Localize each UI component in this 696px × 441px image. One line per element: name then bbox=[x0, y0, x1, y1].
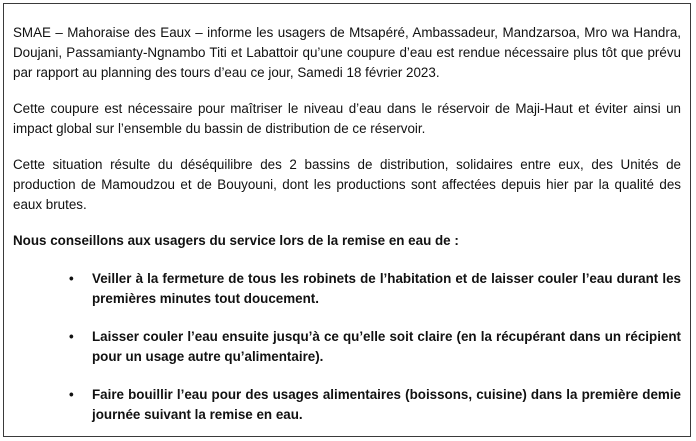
advice-item bbox=[13, 327, 681, 367]
advice-item-text: Veiller à la fermeture de tous les robinets de l’habitation et de laisser couler l’eau durant les premières minutes tout doucement. bbox=[92, 271, 681, 306]
bullet-icon: • bbox=[69, 387, 74, 402]
advice-item-text: Laisser couler l’eau ensuite jusqu’à ce qu’elle soit claire (en la récupérant dans un récipient pour un usage autre qu’alimentaire). bbox=[92, 329, 681, 364]
advice-list bbox=[13, 269, 681, 425]
bullet-icon: • bbox=[69, 271, 74, 286]
advice-heading: Nous conseillons aux usagers du service lors de la remise en eau de : bbox=[13, 233, 459, 248]
advice-item bbox=[13, 269, 681, 309]
advice-item-text: Faire bouillir l’eau pour des usages alimentaires (boissons, cuisine) dans la première demie journée suivant la remise en eau. bbox=[92, 387, 681, 422]
advice-item bbox=[13, 385, 681, 425]
reason-paragraph: Cette coupure est nécessaire pour maîtriser le niveau d’eau dans le réservoir de Maji-Haut et éviter ainsi un impact global sur l’ensemble du bassin de distribution de ce réservoir. bbox=[13, 101, 681, 136]
bullet-icon: • bbox=[69, 329, 74, 344]
notice-box bbox=[3, 3, 691, 437]
cause-paragraph: Cette situation résulte du déséquilibre des 2 bassins de distribution, solidaires entre eux, des Unités de production de Mamoudzou et de Bouyouni, dont les productions sont affectées depuis hier par la qualité des eaux brutes. bbox=[13, 157, 681, 212]
intro-paragraph: SMAE – Mahoraise des Eaux – informe les usagers de Mtsapéré, Ambassadeur, Mandzarsoa, Mro wa Handra, Doujani, Passamianty-Ngnambo Titi et Labattoir qu’une coupure d’eau est rendue nécessaire plus tôt que prévu par rapport au planning des tours d’eau ce jour, Samedi 18 février 2023. bbox=[13, 25, 681, 80]
